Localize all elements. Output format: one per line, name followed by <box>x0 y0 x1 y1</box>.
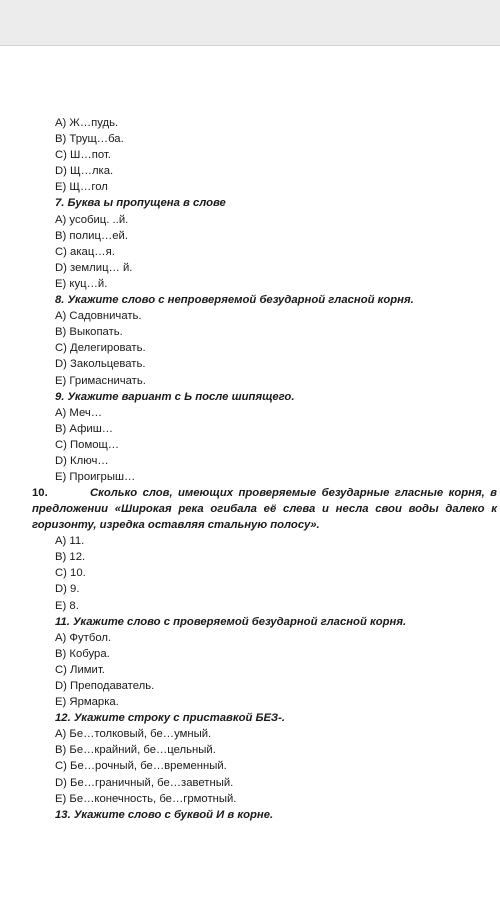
q12-option-d: D) Бе…граничный, бе…заветный. <box>55 776 234 789</box>
q11-option-a: A) Футбол. <box>55 631 112 644</box>
q9-title: 9. Укажите вариант с Ь после шипящего. <box>55 390 295 403</box>
q9-option-d: D) Ключ… <box>55 454 109 467</box>
q8-option-a: A) Садовничать. <box>55 310 142 323</box>
q6-option-a: A) Ж…пудь. <box>55 117 119 129</box>
q7-option-c: C) акац…я. <box>55 245 115 258</box>
q10-option-b: B) 12. <box>55 551 86 564</box>
viewer-toolbar <box>0 0 500 46</box>
q12-option-c: C) Бе…рочный, бе…временный. <box>55 760 227 773</box>
q9-option-e: E) Проигрыш… <box>55 471 136 484</box>
q12-title: 12. Укажите строку с приставкой БЕЗ-. <box>55 712 286 725</box>
q10-option-c: C) 10. <box>55 567 86 580</box>
q6-option-c: C) Ш…пот. <box>55 149 111 162</box>
q10-number: 10. <box>32 487 48 500</box>
q8-option-c: C) Делегировать. <box>55 342 146 355</box>
q11-option-b: B) Кобура. <box>55 647 110 660</box>
q10-title <box>32 485 497 533</box>
q10-option-a: A) 11. <box>55 535 85 548</box>
q7-option-d: D) землиц… й. <box>55 261 133 274</box>
q6-option-b: B) Трущ…ба. <box>55 133 124 146</box>
q11-title: 11. Укажите слово с проверяемой безударной гласной корня. <box>55 615 407 628</box>
q12-option-a: A) Бе…толковый, бе…умный. <box>55 728 212 741</box>
q7-option-b: B) полиц…ей. <box>55 229 128 242</box>
q11-option-e: E) Ярмарка. <box>55 696 119 709</box>
q8-option-d: D) Закольцевать. <box>55 358 146 371</box>
q10-option-e: E) 8. <box>55 599 79 612</box>
q8-option-e: E) Гримасничать. <box>55 374 146 387</box>
q12-option-e: E) Бе…конечность, бе…грмотный. <box>55 792 237 805</box>
q11-option-d: D) Преподаватель. <box>55 680 155 692</box>
q7-option-a: A) усобиц. ..й. <box>55 213 129 226</box>
q7-title: 7. Буква ы пропущена в слове <box>55 197 226 210</box>
q9-option-c: C) Помощ… <box>55 438 120 451</box>
q12-option-b: B) Бе…крайний, бе…цельный. <box>55 744 216 757</box>
q9-option-a: A) Меч… <box>55 406 103 419</box>
q8-option-b: B) Выкопать. <box>55 326 123 339</box>
q9-option-b: B) Афиш… <box>55 422 114 435</box>
q7-option-e: E) куц…й. <box>55 277 108 290</box>
q13-title: 13. Укажите слово с буквой И в корне. <box>55 808 274 821</box>
q11-option-c: C) Лимит. <box>55 663 105 676</box>
q6-option-e: E) Щ…гол <box>55 181 108 194</box>
document-page <box>32 115 500 823</box>
q10-option-d: D) 9. <box>55 583 80 596</box>
q6-option-d: D) Щ…лка. <box>55 165 114 178</box>
q8-title: 8. Укажите слово с непроверяемой безударной гласной корня. <box>55 294 414 307</box>
q10-text: Сколько слов, имеющих проверяемые безударные гласные корня, в предложении «Широкая река огибала её слева и несла свои воды далеко к горизонту, изредка оставляя стальную полосу». <box>32 487 497 532</box>
